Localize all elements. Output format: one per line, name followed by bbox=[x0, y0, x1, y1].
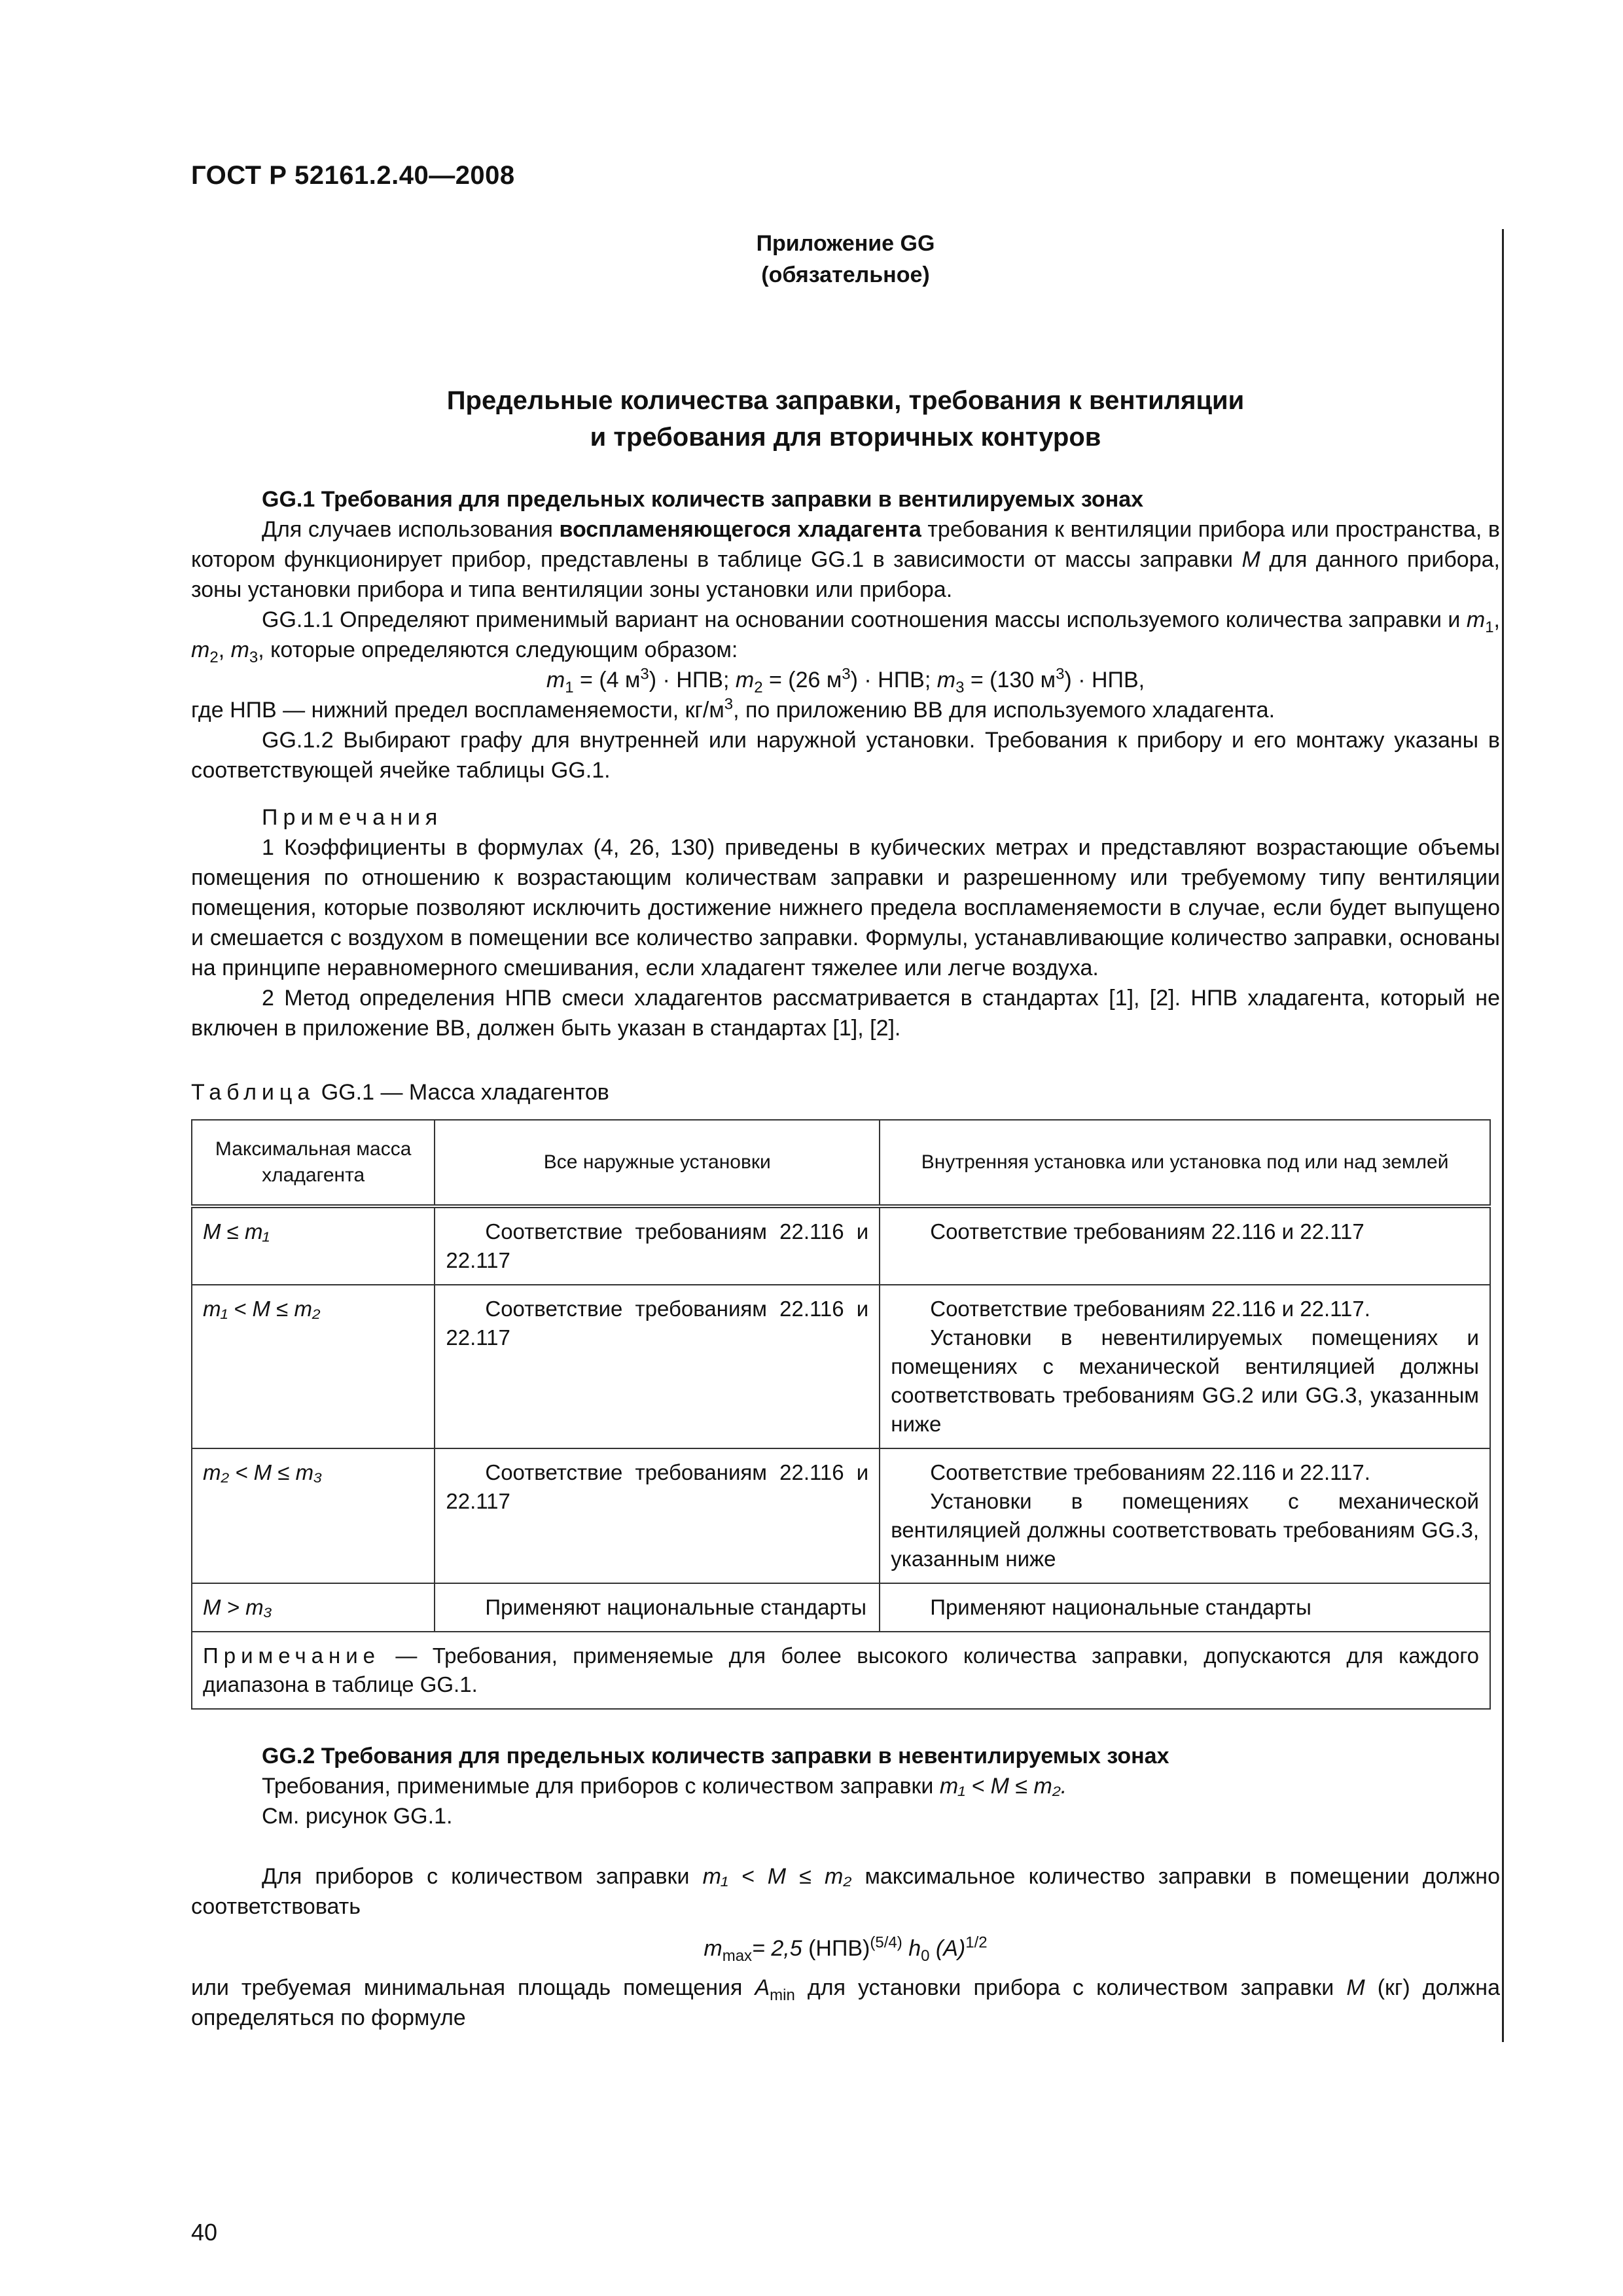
col-header-indoor: Внутренняя установка или установка под или над землей bbox=[880, 1120, 1490, 1206]
gg1-heading: GG.1 Требования для предельных количеств заправки в вентилируемых зонах bbox=[262, 487, 1144, 512]
annex-status: (обязательное) bbox=[761, 262, 930, 287]
gg1-2-paragraph: GG.1.2 Выбирают графу для внутренней или наружной установки. Требования к прибору и его монтажу указаны в соответствующей ячейке таблицы GG.1. bbox=[191, 728, 1500, 783]
table-note-row bbox=[192, 1632, 1490, 1709]
table-row bbox=[192, 1448, 1490, 1583]
gg2-paragraph-1: Требования, применимые для приборов с количеством заправки m₁ < M ≤ m₂. bbox=[262, 1774, 1067, 1799]
gg1-1-paragraph: GG.1.1 Определяют применимый вариант на основании соотношения массы используемого количества заправки и $m_1$, $m_2$, $m_3$, которые определяются следующим образом: bbox=[191, 607, 1500, 666]
range-cell: m₂ < M ≤ m₃ bbox=[192, 1448, 435, 1583]
indoor-cell: Соответствие требованиям 22.116 и 22.117. Установки в невентилируемых помещениях и помещениях с механической вентиляцией должны соответствовать требованиям GG.2 или GG.3, указанным ниже bbox=[880, 1285, 1490, 1448]
indoor-cell: Применяют национальные стандарты bbox=[880, 1583, 1490, 1632]
indoor-cell: Соответствие требованиям 22.116 и 22.117. Установки в помещениях с механической вентиляцией должны соответствовать требованиям GG.3, указанным ниже bbox=[880, 1448, 1490, 1583]
gg2-paragraph-3: или требуемая минимальная площадь помещения $A_{min}$ для установки прибора с количеством заправки M (кг) должна определяться по формуле bbox=[191, 1975, 1500, 2030]
flammable-refrigerant-term: воспламеняющегося хладагента bbox=[559, 517, 921, 542]
table-row bbox=[192, 1206, 1490, 1285]
margin-rule bbox=[1502, 229, 1504, 2042]
lfl-definition: где НПВ — нижний предел воспламеняемости, $кг/м^3$, по приложению ВВ для используемого хладагента. bbox=[191, 695, 1275, 723]
gg1-paragraph-1: Для случаев использования воспламеняющегося хладагента требования к вентиляции прибора или пространства, в котором функционирует прибор, представлены в таблице GG.1 в зависимости от массы заправки M для данного прибора, зоны установки прибора и типа вентиляции зоны установки или прибора. bbox=[191, 517, 1500, 602]
outdoor-cell: Применяют национальные стандарты bbox=[435, 1583, 880, 1632]
outdoor-cell: Соответствие требованиям 22.116 и 22.117 bbox=[435, 1448, 880, 1583]
annex-title: Приложение GG bbox=[756, 231, 935, 256]
table-row bbox=[192, 1583, 1490, 1632]
refrigerant-mass-table bbox=[191, 1119, 1491, 1710]
gg2-heading: GG.2 Требования для предельных количеств заправки в невентилируемых зонах bbox=[262, 1744, 1169, 1768]
document-code: ГОСТ Р 52161.2.40—2008 bbox=[191, 161, 515, 190]
note-2: 2 Метод определения НПВ смеси хладагентов рассматривается в стандартах [1], [2]. НПВ хладагента, который не включен в приложение ВВ, должен быть указан в стандартах [1], [2]. bbox=[191, 986, 1500, 1041]
table-note: Примечание — Требования, применяемые для более высокого количества заправки, допускаются для каждого диапазона в таблице GG.1. bbox=[192, 1632, 1490, 1709]
range-cell: M > m₃ bbox=[192, 1583, 435, 1632]
note-1: 1 Коэффициенты в формулах (4, 26, 130) приведены в кубических метрах и представляют возрастающие объемы помещения по отношению к возрастающим количествам заправки и разрешенному или требуемому типу вентиляции помещения, которые позволяют исключить достижение нижнего предела воспламеняемости в случае, если будет выпущено и смешается с воздухом в помещении все количество заправки. Формулы, устанавливающие количество заправки, основаны на принципе неравномерного смешивания, если хладагент тяжелее или легче воздуха. bbox=[191, 835, 1500, 980]
col-header-outdoor: Все наружные установки bbox=[435, 1120, 880, 1206]
title-line-1: Предельные количества заправки, требования к вентиляции bbox=[446, 386, 1245, 415]
title-line-2: и требования для вторичных контуров bbox=[590, 423, 1101, 452]
page-number: 40 bbox=[191, 2219, 218, 2246]
notes-label: Примечания bbox=[262, 805, 443, 830]
gg2-paragraph-2: Для приборов с количеством заправки m₁ < M ≤ m₂ максимальное количество заправки в помещении должно соответствовать bbox=[191, 1864, 1500, 1919]
range-cell: M ≤ m₁ bbox=[192, 1206, 435, 1285]
annex-heading bbox=[191, 228, 1500, 291]
document-body bbox=[191, 484, 1500, 2033]
table-caption: Таблица GG.1 — Масса хладагентов bbox=[191, 1080, 609, 1105]
range-cell: m₁ < M ≤ m₂ bbox=[192, 1285, 435, 1448]
section-title bbox=[191, 382, 1500, 456]
max-charge-formula: $m_{max}= 2,5$ (НПВ)$^{(5/4)}$ $h_0$ $(A)^{1/2}$ bbox=[704, 1933, 988, 1965]
table-header-row bbox=[192, 1120, 1490, 1206]
outdoor-cell: Соответствие требованиям 22.116 и 22.117 bbox=[435, 1206, 880, 1285]
outdoor-cell: Соответствие требованиям 22.116 и 22.117 bbox=[435, 1285, 880, 1448]
table-row bbox=[192, 1285, 1490, 1448]
indoor-cell: Соответствие требованиям 22.116 и 22.117 bbox=[880, 1206, 1490, 1285]
charge-limits-formula: $m_1 = (4$ $м^3$) · НПВ; $m_2 = (26$ $м^3$) · НПВ; $m_3 = (130$ $м^3$) · НПВ, bbox=[546, 665, 1145, 696]
gg2-figure-reference: См. рисунок GG.1. bbox=[262, 1804, 453, 1829]
col-header-mass: Максимальная масса хладагента bbox=[192, 1120, 435, 1206]
